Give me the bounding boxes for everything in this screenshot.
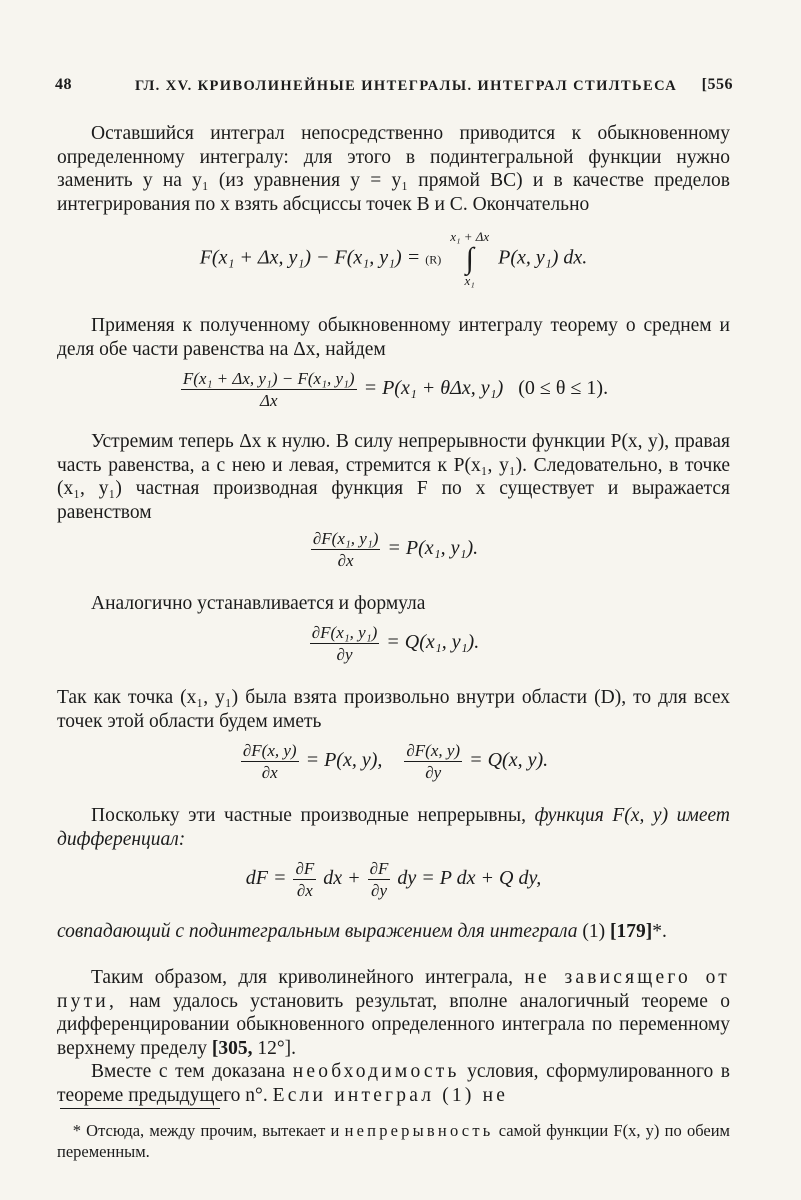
paragraph-8-text-c: 12°]. [257,1037,296,1059]
eq5-numerator-2: ∂F(x, y) [406,741,461,760]
running-title: ГЛ. XV. КРИВОЛИНЕЙНЫЕ ИНТЕГРАЛЫ. ИНТЕГРАЛ СТИЛТЬЕСА [135,78,678,94]
page-number: 48 [55,76,72,93]
eq6-fraction-1 [293,858,316,901]
eq2-numerator: F(x₁ + Δx, y₁) − F(x₁, y₁) [182,369,355,388]
eq6-mid: dx + [323,867,366,890]
eq1-lower-limit: x₁ [464,273,475,288]
paragraph-9-text-a: Вместе с тем доказана [91,1061,286,1082]
eq6-rhs: dy = P dx + Q dy, [397,867,542,890]
paragraph-4: Аналогично устанавливается и формула [91,593,426,614]
eq2-condition: (0 ≤ θ ≤ 1). [518,377,609,400]
equation-4 [57,622,730,665]
equation-3 [57,528,730,571]
eq5-rhs-1: = P(x, y), [305,749,383,772]
section-number: [556 [701,76,733,93]
eq5-fraction-2 [404,740,462,783]
equation-1 [57,230,730,288]
eq4-numerator: ∂F(x₁, y₁) [311,623,378,642]
eq3-rhs: = P(x₁, y₁). [387,537,479,560]
paragraph-6 [57,804,730,851]
integral-sign [450,230,489,288]
eq2-rhs: = P(x₁ + θΔx, y₁) [363,377,504,400]
paragraph-8-spaced: не зависящего от пути, [57,967,730,1012]
paragraph-9-spaced-2: Если интеграл (1) не [272,1084,509,1106]
eq3-fraction [311,528,381,571]
equation-5 [57,740,730,783]
eq5-numerator-1: ∂F(x, y) [242,741,297,760]
paragraph-9 [57,1060,730,1107]
running-header [55,76,733,102]
paragraph-8-text-a: Таким образом, для криволинейного интеграла, [91,967,513,988]
paragraph-7-reference: [179] [610,921,653,942]
paragraph-5: Так как точка (x₁, y₁) была взята произвольно внутри области (D), то для всех точек этой области будем иметь [57,687,730,732]
eq6-lhs: dF = [245,867,292,890]
eq5-rhs-2: = Q(x, y). [469,749,549,772]
footnote-divider [60,1108,220,1109]
eq1-tag: (R) [425,252,442,267]
eq2-fraction [181,368,357,411]
equation-6 [57,858,730,901]
eq5-fraction-1 [241,740,299,783]
paragraph-1: Оставшийся интеграл непосредственно приводится к обыкновенному определенному интегралу: для этого в подинтегральной функции нужно заменить y на y₁ (из уравнения y = y₁ прямой BC) и в качестве пределов интегрирования по x взять абсциссы точек B и C. Окончательно [57,123,730,215]
footnote-text-a: * Отсюда, между прочим, вытекает и [72,1121,340,1140]
eq6-numerator-1: ∂F [295,859,315,878]
eq6-denominator-2: ∂y [371,881,387,900]
eq6-denominator-1: ∂x [296,881,313,900]
eq4-denominator: ∂y [336,645,353,664]
paragraph-8-reference: [305, [211,1037,253,1059]
paragraph-9-spaced-1: необходимость [292,1061,460,1082]
paragraph-6-italic: функция F(x, y) имеет дифференциал: [57,805,730,850]
eq4-rhs: = Q(x₁, y₁). [386,631,480,654]
paragraph-7-text: (1) [582,921,606,942]
paragraph-6-text: Поскольку эти частные производные непрерывны, [91,805,526,826]
paragraph-9-text-b: условия, сформулированного в теореме предыдущего n°. [57,1061,731,1106]
eq6-numerator-2: ∂F [369,859,389,878]
equation-2 [57,368,730,411]
eq6-fraction-2 [368,858,391,901]
paragraph-8-text-b: нам удалось установить результат, вполне аналогичный теореме о дифференцировании обыкновенного определенного интеграла по переменному верхнему пределу [57,990,730,1059]
paragraph-3: Устремим теперь Δx к нулю. В силу непрерывности функции P(x, y), правая часть равенства, а с нею и левая, стремится к P(x₁, y₁). Следовательно, в точке (x₁, y₁) частная производная функция F по x существует и выражается равенством [57,431,730,523]
footnote-spaced: непрерывность [344,1121,494,1140]
integral-symbol: ∫ [465,242,474,275]
eq1-integrand: P(x, y₁) dx. [498,246,588,269]
eq3-denominator: ∂x [337,551,354,570]
paragraph-7 [57,920,730,944]
paragraph-8 [57,966,730,1060]
footnote-mark: *. [652,921,667,942]
eq5-denominator-1: ∂x [261,763,278,782]
eq1-upper-limit: x₁ + Δx [450,229,490,244]
eq1-lhs: F(x₁ + Δx, y₁) − F(x₁, y₁) = [199,246,426,269]
paragraph-7-italic: совпадающий с подинтегральным выражением для интеграла [57,921,578,942]
eq5-denominator-2: ∂y [425,763,442,782]
paragraph-2: Применяя к полученному обыкновенному интегралу теорему о среднем и деля обе части равенства на Δx, найдем [57,315,730,360]
footnote [57,1120,730,1162]
eq2-denominator: Δx [259,391,278,410]
footnote-text-b: самой функции F(x, y) по обеим переменным. [57,1121,731,1161]
eq4-fraction [310,622,380,665]
eq3-numerator: ∂F(x₁, y₁) [312,529,379,548]
